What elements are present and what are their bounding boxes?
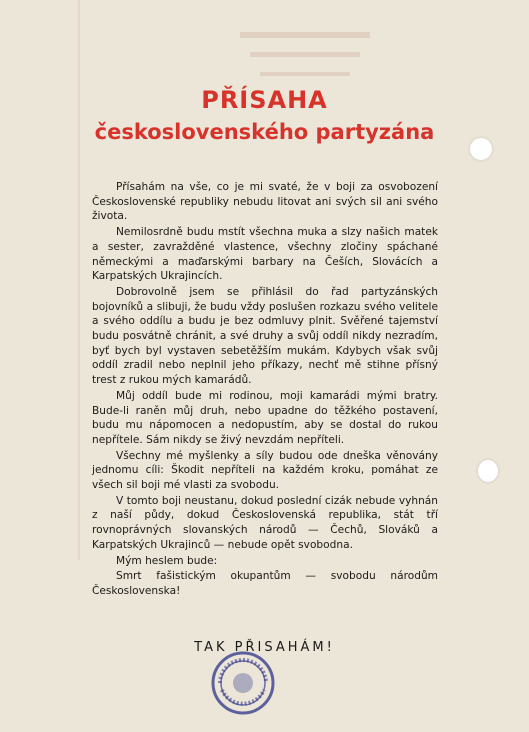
closing-line: TAK PŘISAHÁM! [194, 640, 335, 655]
punch-hole [478, 460, 498, 482]
document-subtitle: československého partyzána [94, 120, 435, 144]
oath-paragraph: Nemilosrdně budu mstít všechna muka a slzy našich matek a sester, zavražděné vlastence, všechny zločiny spáchané německými a maďarskými barbary na Češích, Slovácích a Karpatských Ukrajincích. [92, 226, 438, 283]
motto-text: Smrt fašistickým okupantům — svobodu národům Československa! [92, 570, 438, 597]
oath-paragraph: Přísahám na vše, co je mi svaté, že v boji za osvobození Československé republiky nebudu litovat ani svých sil ani svého života. [92, 181, 438, 223]
stamp-seal [210, 650, 276, 716]
punch-hole [470, 138, 492, 160]
oath-body [92, 180, 438, 600]
document-title: PŘÍSAHA [201, 86, 328, 114]
paper-crease [78, 0, 80, 560]
oath-paragraph: Dobrovolně jsem se přihlásil do řad partyzánských bojovníků a slibuji, že budu vždy poslušen rozkazu svého velitele a svého oddílu a budu je bez odmluvy plnit. Svěřené tajemství budu posvátně chránit, a své druhy a svůj oddíl nikdy nezradím, byť bych byl vystaven sebetěžším mukám. Kdybych však svůj oddíl zradil nebo neplnil jeho příkazy, nechť mě stihne přísný trest z rukou mých kamarádů. [92, 285, 438, 387]
oath-paragraph: Všechny mé myšlenky a síly budou ode dneška věnovány jednomu cíli: Škodit nepříteli na každém kroku, pomáhat ze všech sil boji mé vlasti za svobodu. [92, 449, 438, 492]
oath-paragraph: Můj oddíl bude mi rodinou, moji kamarádi mými bratry. Bude-li raněn můj druh, nebo upadne do těžkého postavení, budu mu nápomocen a nedopustím, aby se dostal do rukou nepřítele. Sám nikdy se živý nevzdám nepříteli. [92, 389, 438, 446]
motto-intro: Mým heslem bude: [116, 554, 218, 567]
oath-paragraph: V tomto boji neustanu, dokud poslední cizák nebude vyhnán z naší půdy, dokud Československá republika, stát tří rovnoprávných slovanských národů — Čechů, Slováků a Karpatských Ukrajinců — nebude opět svobodna. [92, 494, 438, 551]
